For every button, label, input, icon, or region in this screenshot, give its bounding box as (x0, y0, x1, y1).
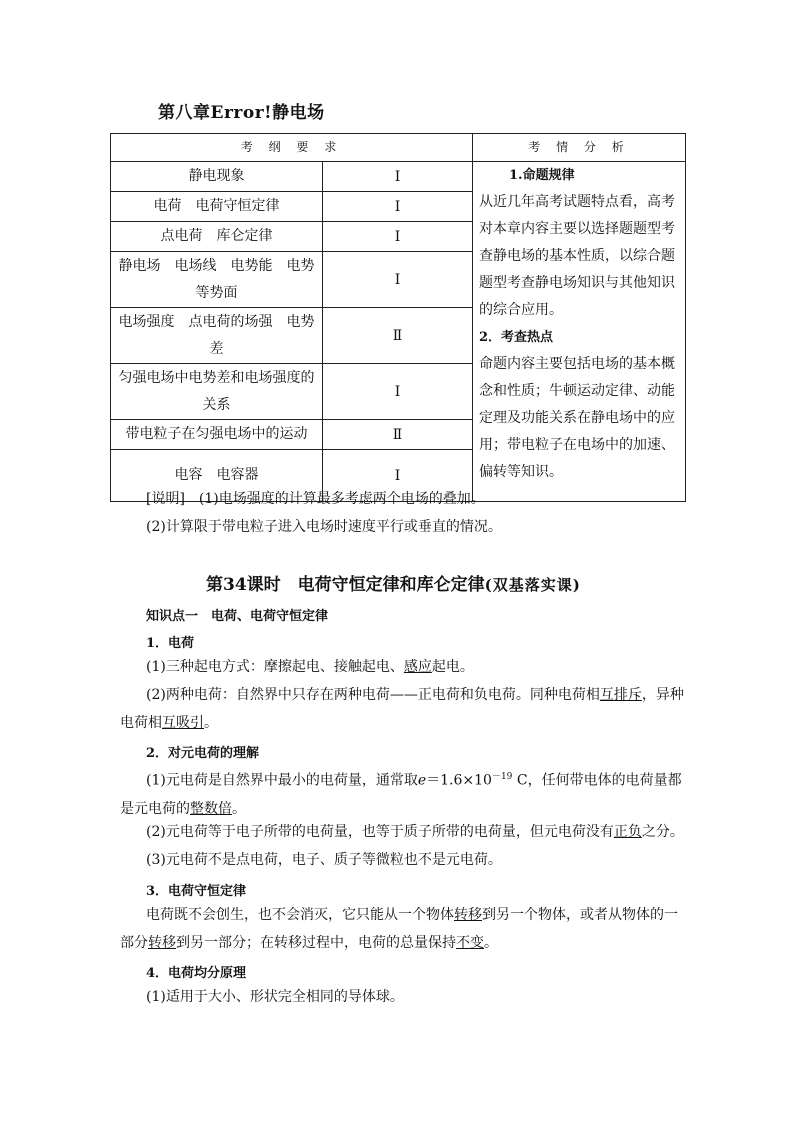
table-row-level: Ⅱ (323, 308, 473, 364)
table-row-topic: 电场强度 点电荷的场强 电势差 (111, 308, 323, 364)
table-row-level: Ⅰ (323, 162, 473, 192)
underlined-answer: 正负 (613, 824, 642, 840)
underlined-answer: 不变 (456, 935, 484, 951)
analysis-heading-2: 2．考查热点 (479, 330, 554, 345)
paragraph: (1)适用于大小、形状完全相同的导体球。 (146, 989, 404, 1005)
table-row-topic: 静电现象 (111, 162, 323, 192)
analysis-text-1: 从近几年高考试题特点看，高考对本章内容主要以选择题题型考查静电场的基本性质，以综合题题型考查静电场知识与其他知识的综合应用。 (479, 194, 676, 318)
table-row-level: Ⅰ (323, 222, 473, 252)
analysis-text-2: 命题内容主要包括电场的基本概念和性质；牛顿运动定律、动能定理及功能关系在静电场中的应用；带电粒子在电场中的加速、偏转等知识。 (479, 356, 676, 480)
table-row-topic: 点电荷 库仑定律 (111, 222, 323, 252)
table-row-topic: 电荷 电荷守恒定律 (111, 192, 323, 222)
text: (1)三种起电方式：摩擦起电、接触起电、 (146, 659, 404, 675)
analysis-heading-1: 1.命题规律 (509, 168, 575, 183)
text: 起电。 (431, 659, 474, 675)
text: 之分。 (641, 824, 684, 840)
knowledge-point-heading: 知识点一 电荷、电荷守恒定律 (146, 609, 329, 624)
section-heading-elementary-charge: 2．对元电荷的理解 (146, 746, 260, 761)
paragraph (120, 681, 686, 737)
table-row-topic: 匀强电场中电势差和电场强度的关系 (111, 364, 323, 420)
section-heading-charge: 1．电荷 (146, 636, 195, 651)
text: 到另一部分；在转移过程中，电荷的总量保持 (176, 935, 456, 951)
symbol-e: e (417, 772, 427, 789)
text: (2)两种电荷：自然界中只存在两种电荷——正电荷和负电荷。同种电荷相 (146, 687, 600, 703)
text: 到另一个物体，或者从物体的一部分 (120, 907, 678, 951)
underlined-answer: 感应 (403, 659, 432, 675)
table-row-level: Ⅰ (323, 192, 473, 222)
text: ，异种电荷相 (120, 687, 684, 731)
text: 。 (232, 800, 246, 817)
paragraph (120, 901, 686, 957)
chapter-title: 第八章Error!静电场 (158, 103, 325, 123)
text: (2)元电荷等于电子所带的电荷量，也等于质子所带的电荷量，但元电荷没有 (146, 824, 614, 840)
text: C，任何带电体的电荷量都是元电荷的 (120, 772, 682, 817)
underlined-answer: 整数倍 (190, 800, 232, 817)
lesson-title-hint: (双基落实课) (484, 576, 581, 594)
underlined-answer: 互吸引 (162, 715, 204, 731)
underlined-answer: 转移 (148, 935, 176, 951)
paragraph (120, 763, 686, 823)
table-row-topic: 静电场 电场线 电势能 电势等势面 (111, 252, 323, 308)
lesson-title (206, 570, 581, 595)
table-row-level: Ⅰ (323, 364, 473, 420)
analysis-cell (473, 162, 686, 502)
header-requirements: 考 纲 要 求 (111, 134, 473, 162)
text: ＝1.6×10 (426, 772, 492, 789)
syllabus-table (110, 133, 686, 502)
table-row-level: Ⅰ (323, 252, 473, 308)
note-1: [说明] (1)电场强度的计算最多考虑两个电场的叠加。 (146, 491, 485, 507)
paragraph (120, 818, 686, 846)
table-row-topic: 带电粒子在匀强电场中的运动 (111, 420, 323, 450)
table-row-level: Ⅱ (323, 420, 473, 450)
text: 。 (484, 935, 498, 951)
table-row-level: Ⅰ (323, 450, 473, 502)
lesson-title-text: 第34课时 电荷守恒定律和库仑定律 (206, 575, 485, 595)
text: 。 (204, 715, 218, 731)
header-analysis: 考 情 分 析 (473, 134, 686, 162)
paragraph (120, 653, 686, 681)
table-row-topic: 电容 电容器 (111, 450, 323, 502)
note-2: (2)计算限于带电粒子进入电场时速度平行或垂直的情况。 (146, 519, 502, 535)
text: 电荷既不会创生，也不会消灭，它只能从一个物体 (146, 907, 454, 923)
text: (1)元电荷是自然界中最小的电荷量，通常取 (146, 772, 418, 789)
section-heading-distribution: 4．电荷均分原理 (146, 966, 247, 981)
paragraph: (3)元电荷不是点电荷，电子、质子等微粒也不是元电荷。 (146, 852, 502, 868)
section-heading-conservation: 3．电荷守恒定律 (146, 884, 247, 899)
underlined-answer: 转移 (454, 907, 482, 923)
exponent: －19 (491, 772, 513, 782)
underlined-answer: 互排斥 (599, 687, 642, 703)
